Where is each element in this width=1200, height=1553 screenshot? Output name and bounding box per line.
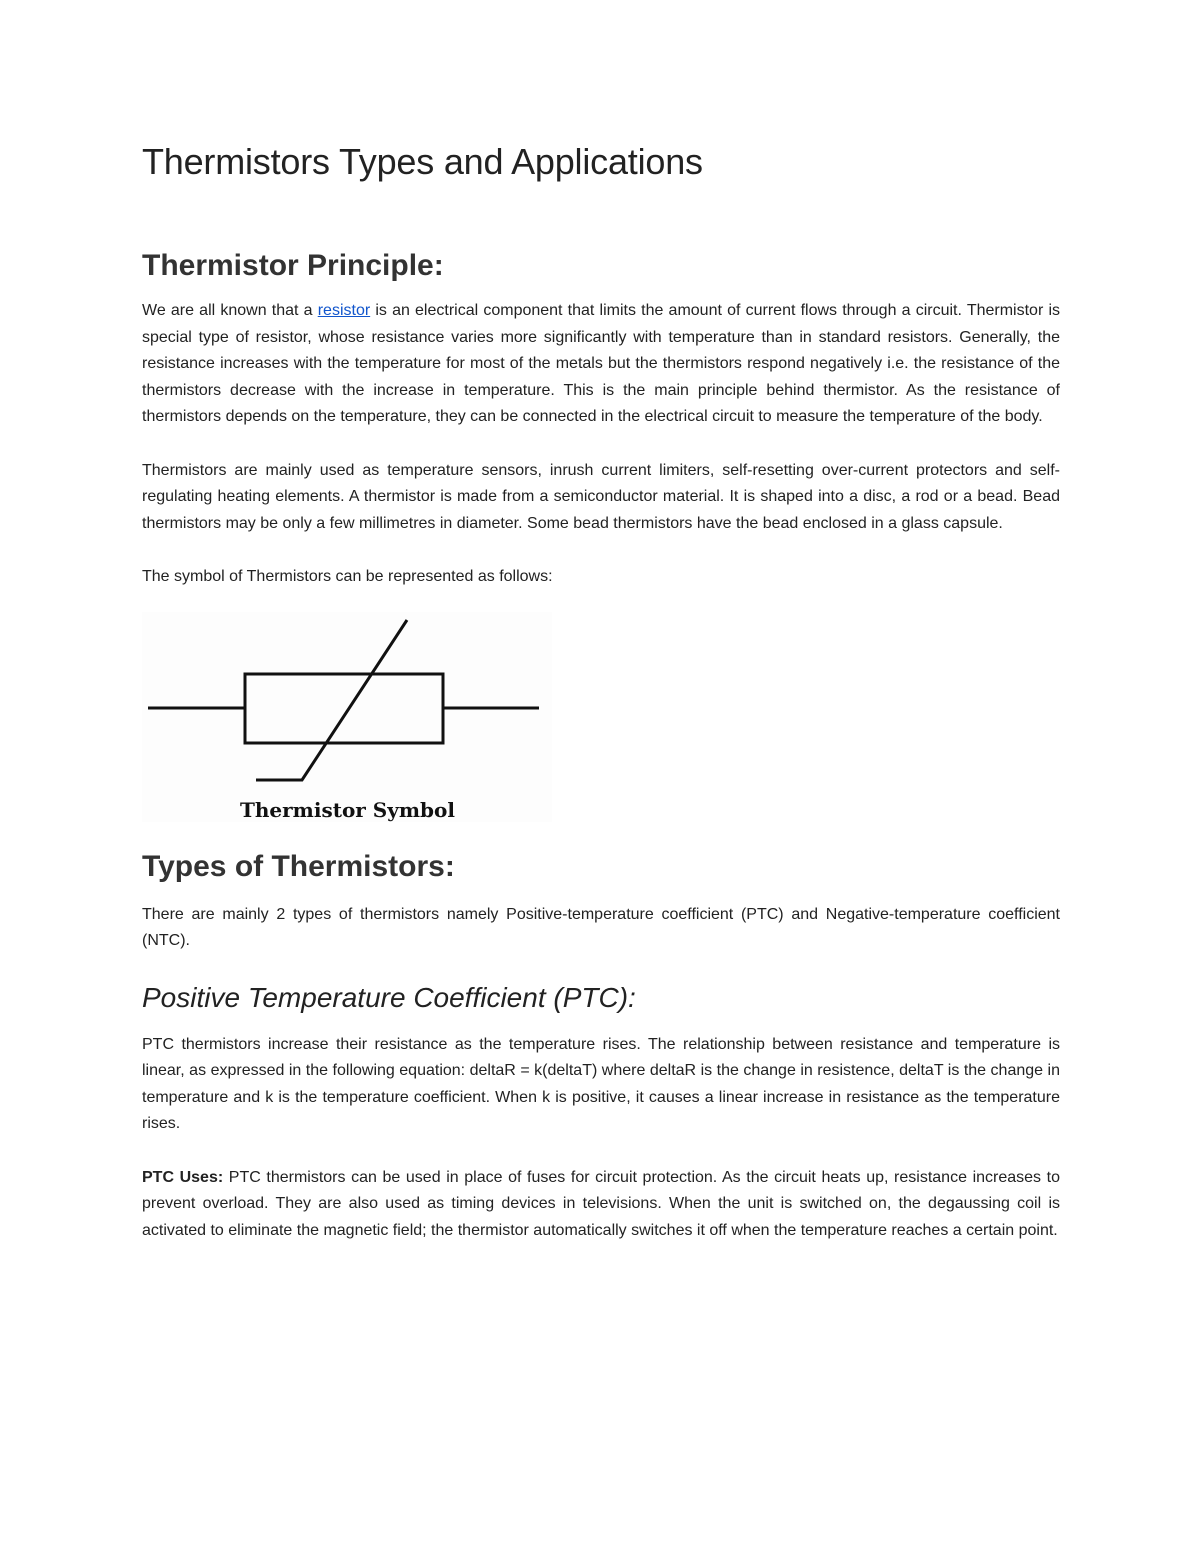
ptc-uses-label: PTC Uses: — [142, 1168, 224, 1186]
types-paragraph: There are mainly 2 types of thermistors namely Positive-temperature coefficient (PTC) and Negative-temperature coefficient (NTC). — [142, 905, 1060, 949]
ptc-paragraph: PTC thermistors increase their resistance as the temperature rises. The relationship between resistance and temperature is linear, as expressed in the following equation: deltaR = k(deltaT) where deltaR is the change in resistence, deltaT is the change in temperature and k is the temperature coefficient. When k is positive, it causes a linear increase in resistance as the temperature rises. — [142, 1035, 1060, 1132]
ptc-uses-text: PTC thermistors can be used in place of fuses for circuit protection. As the circuit heats up, resistance increases to prevent overload. They are also used as timing devices in televisions. When the unit is switched on, the degaussing coil is activated to eliminate the magnetic field; the thermistor automatically switches it off when the temperature reaches a certain point. — [142, 1168, 1060, 1239]
thermistor-symbol-diagram — [142, 612, 552, 822]
symbol-intro-paragraph: The symbol of Thermistors can be represented as follows: — [142, 568, 553, 585]
heading-thermistor-principle: Thermistor Principle: — [142, 249, 444, 282]
heading-types-of-thermistors: Types of Thermistors: — [142, 849, 455, 883]
figure-caption: Thermistor Symbol — [240, 797, 455, 822]
thermistor-symbol-figure — [142, 612, 552, 822]
document-content — [142, 136, 1060, 1244]
principle-paragraph-1 — [142, 298, 1060, 431]
principle-paragraph-2: Thermistors are mainly used as temperature sensors, inrush current limiters, self-resetting over-current protectors and self-regulating heating elements. A thermistor is made from a semiconductor material. It is shaped into a disc, a rod or a bead. Bead thermistors may be only a few millimetres in diameter. Some bead thermistors have the bead enclosed in a glass capsule. — [142, 461, 1060, 532]
principle-p1-text-start: We are all known that a — [142, 302, 318, 319]
resistor-link[interactable]: resistor — [317, 302, 371, 319]
resistor-body — [245, 674, 443, 743]
heading-ptc: Positive Temperature Coefficient (PTC): — [142, 981, 636, 1013]
ptc-uses-paragraph — [142, 1165, 1060, 1245]
page-title: Thermistors Types and Applications — [142, 141, 703, 182]
temperature-slash-line — [256, 620, 407, 780]
principle-p1-text-end: is an electrical component that limits the amount of current flows through a circuit. Thermistor is special type of resistor, whose resistance varies more significantly with temperature than in standard resistors. Generally, the resistance increases with the temperature for most of the metals but the thermistors respond negatively i.e. the resistance of the thermistors decrease with the increase in temperature. This is the main principle behind thermistor. As the resistance of thermistors depends on the temperature, they can be connected in the electrical circuit to measure the temperature of the body. — [142, 302, 1060, 425]
